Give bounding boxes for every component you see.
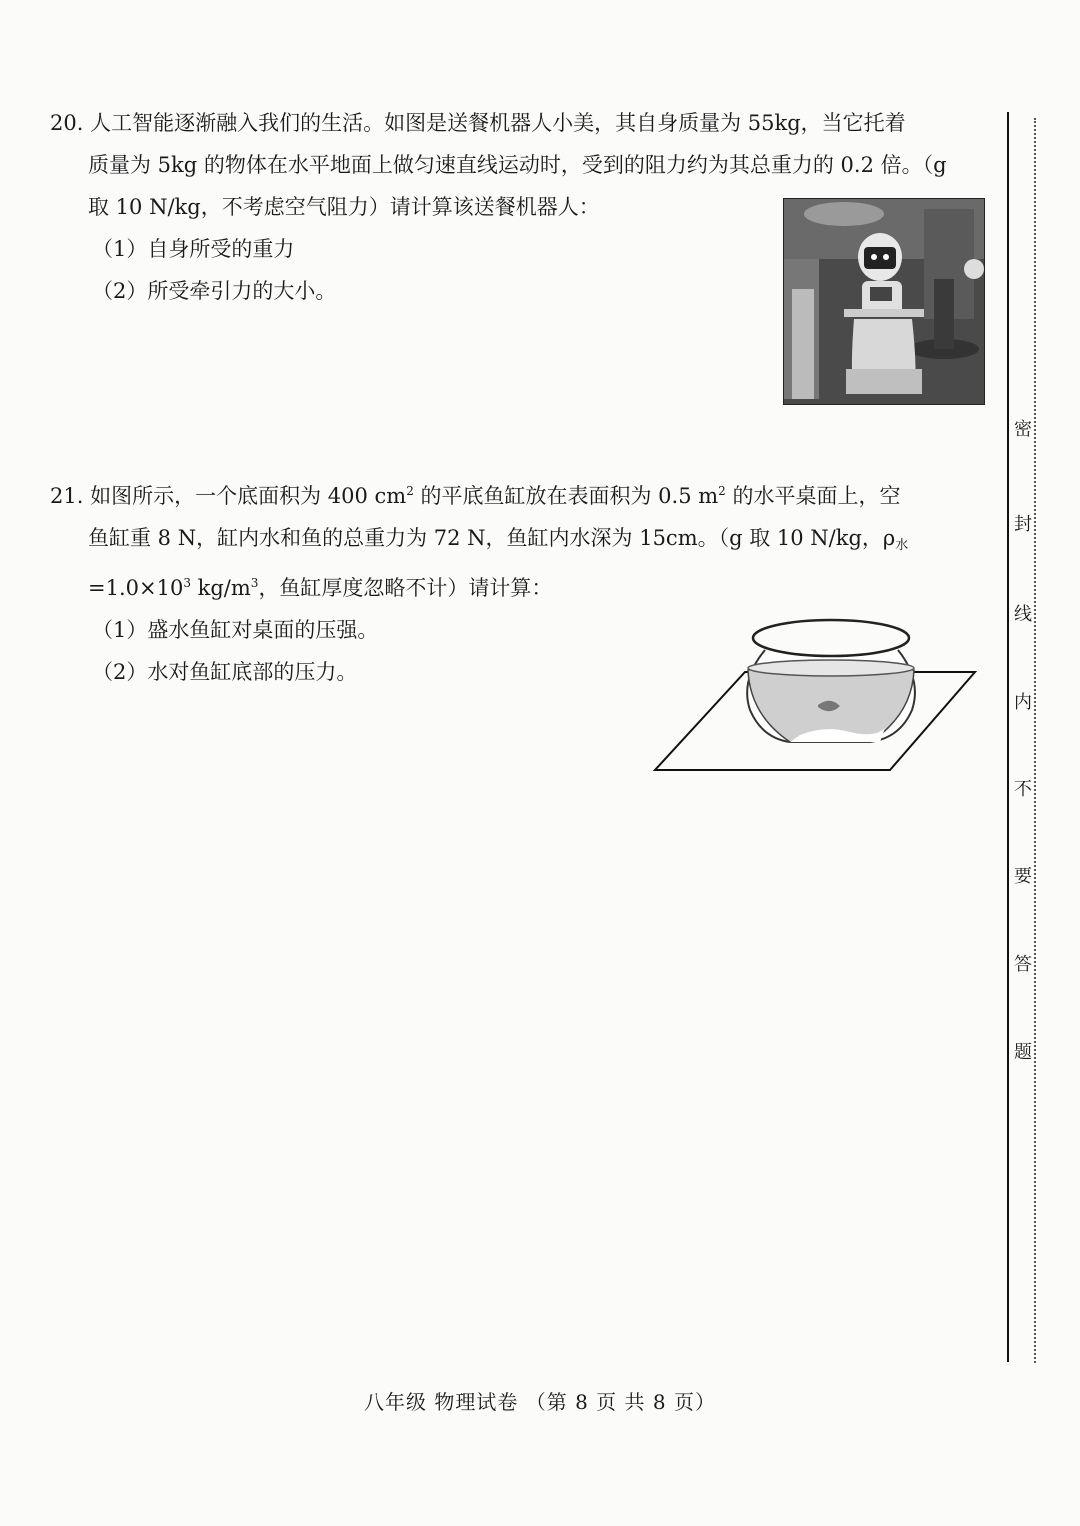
q21-rho-subscript: 水: [895, 538, 909, 553]
q20-line-1: 20. 人工智能逐渐融入我们的生活。如图是送餐机器人小美，其自身质量为 55kg，当它托着: [50, 111, 906, 135]
margin-char: 密: [1014, 419, 1032, 440]
binding-line: [1007, 112, 1009, 1362]
binding-dotted-line: [1034, 118, 1036, 1363]
margin-char: 封: [1014, 514, 1032, 535]
q21-line-3-c: ，鱼缸厚度忽略不计）请计算：: [258, 576, 553, 600]
q21-sup-cm: 2: [406, 484, 414, 498]
margin-char: 答: [1014, 954, 1032, 975]
fish-bowl-figure: [650, 610, 980, 775]
margin-char: 不: [1014, 779, 1032, 800]
q21-sup-m3: 3: [250, 576, 259, 590]
margin-char: 内: [1014, 692, 1032, 713]
q21-sup-m: 2: [718, 484, 726, 498]
q21-sup-exp: 3: [183, 576, 191, 590]
page-footer: 八年级 物理试卷 （第 8 页 共 8 页）: [364, 1390, 716, 1414]
q21-line-1-c: 的水平桌面上，空: [725, 484, 901, 508]
q21-line-2-a: 鱼缸重 8 N，缸内水和鱼的总重力为 72 N，鱼缸内水深为 15cm。（g 取 10 N/kg，ρ: [88, 526, 896, 550]
q21-line-1-b: 的平底鱼缸放在表面积为 0.5 m: [413, 484, 719, 508]
q21-sub-2: （2）水对鱼缸底部的压力。: [92, 660, 358, 684]
q21-line-1-a: 21. 如图所示，一个底面积为 400 cm: [50, 484, 407, 508]
q20-line-3: 取 10 N/kg，不考虑空气阻力）请计算该送餐机器人：: [88, 195, 600, 219]
margin-char: 题: [1014, 1042, 1032, 1063]
q21-line-3: [50, 567, 990, 609]
q21-sub-1: （1）盛水鱼缸对桌面的压强。: [92, 618, 379, 642]
margin-char: 线: [1014, 604, 1032, 625]
q21-line-3-b: kg/m: [190, 576, 251, 600]
q21-line-3-a: =1.0×10: [88, 576, 184, 600]
q20-sub-1: （1）自身所受的重力: [92, 237, 295, 261]
q21-line-2: [50, 517, 990, 567]
q20-line-2: 质量为 5kg 的物体在水平地面上做匀速直线运动时，受到的阻力约为其总重力的 0.2 倍。（g: [88, 153, 947, 177]
q20-sub-2: （2）所受牵引力的大小。: [92, 279, 337, 303]
q21-line-1: [50, 475, 990, 517]
margin-char: 要: [1014, 866, 1032, 887]
robot-photo: [783, 198, 985, 405]
